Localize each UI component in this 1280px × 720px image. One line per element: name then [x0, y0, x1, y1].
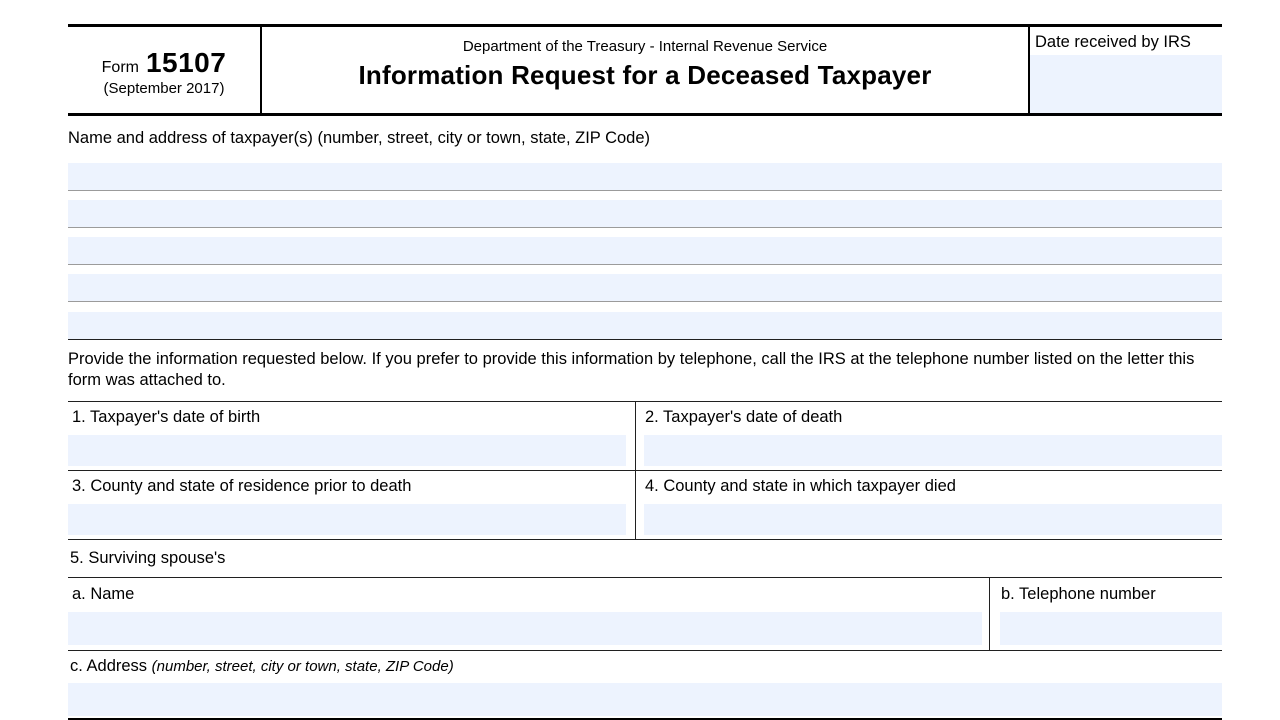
dob-input[interactable] — [68, 435, 626, 466]
taxpayer-address-line-3-input[interactable] — [68, 237, 1222, 264]
spouse-address-input[interactable] — [68, 683, 1222, 716]
spouse-name-cell — [68, 578, 990, 650]
date-received-label: Date received by IRS — [1035, 33, 1191, 51]
dod-cell — [636, 402, 1222, 470]
instructions-text: Provide the information requested below. If you prefer to provide this information by telephone, call the IRS at the telephone number listed on the letter this form was attached to. — [68, 350, 1195, 389]
taxpayer-name-address-rows — [68, 154, 1222, 340]
spouse-name-label: a. Name — [72, 585, 135, 603]
address-row — [68, 191, 1222, 228]
taxpayer-address-line-5-input[interactable] — [68, 312, 1222, 339]
dod-input[interactable] — [644, 435, 1222, 466]
address-row — [68, 265, 1222, 302]
form-content — [68, 24, 1222, 720]
death-location-label: 4. County and state in which taxpayer died — [645, 477, 956, 495]
residence-cell — [68, 471, 636, 539]
date-received-block — [1030, 27, 1222, 113]
form-header — [68, 24, 1222, 116]
taxpayer-address-line-1-input[interactable] — [68, 163, 1222, 190]
spouse-address-hint: (number, street, city or town, state, ZIP Code) — [151, 658, 454, 675]
form-word: Form — [101, 59, 139, 76]
questions-table — [68, 401, 1222, 540]
death-location-input[interactable] — [644, 504, 1222, 535]
surviving-spouse-section-label: 5. Surviving spouse's — [68, 540, 1222, 578]
death-location-cell — [636, 471, 1222, 539]
residence-input[interactable] — [68, 504, 626, 535]
table-row — [68, 471, 1222, 540]
form-number: 15107 — [145, 47, 227, 78]
spouse-address-row — [68, 651, 1222, 720]
taxpayer-address-line-2-input[interactable] — [68, 200, 1222, 227]
form-title: Information Request for a Deceased Taxpayer — [358, 60, 932, 90]
spouse-name-input[interactable] — [68, 612, 982, 645]
spouse-name-phone-row — [68, 578, 1222, 651]
spouse-phone-input[interactable] — [1000, 612, 1222, 645]
agency-line: Department of the Treasury - Internal Revenue Service — [462, 38, 828, 55]
address-row — [68, 302, 1222, 339]
residence-label: 3. County and state of residence prior to death — [72, 477, 412, 495]
spouse-address-label-line — [68, 656, 1222, 677]
address-row — [68, 154, 1222, 191]
table-row — [68, 402, 1222, 471]
taxpayer-name-address-label: Name and address of taxpayer(s) (number, street, city or town, state, ZIP Code) — [68, 129, 651, 147]
form-number-block — [68, 27, 262, 113]
address-row — [68, 228, 1222, 265]
spouse-phone-cell — [990, 578, 1222, 650]
form-number-line — [102, 47, 227, 79]
date-received-input[interactable] — [1030, 55, 1222, 113]
taxpayer-address-line-4-input[interactable] — [68, 274, 1222, 301]
spouse-phone-label: b. Telephone number — [1001, 585, 1156, 603]
dob-cell — [68, 402, 636, 470]
dob-label: 1. Taxpayer's date of birth — [72, 408, 261, 426]
spouse-address-label: c. Address — [70, 657, 148, 675]
form-title-block — [262, 27, 1030, 113]
dod-label: 2. Taxpayer's date of death — [645, 408, 843, 426]
form-revision: (September 2017) — [103, 80, 225, 97]
